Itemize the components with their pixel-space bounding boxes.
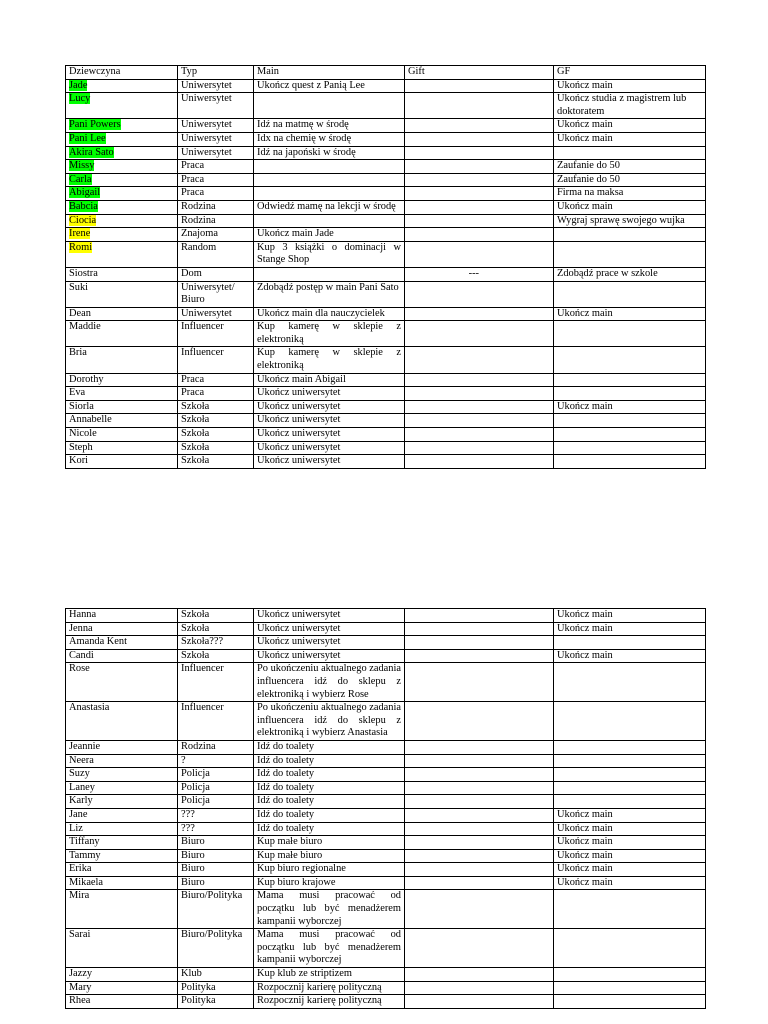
main-cell: Ukończ uniwersytet [254,649,405,663]
name-cell [66,228,178,242]
typ-cell: Szkoła [178,622,254,636]
name-cell [66,241,178,267]
gift-cell [405,347,554,373]
table-row [66,795,706,809]
typ-cell: Dom [178,267,254,281]
name-cell: Annabelle [66,414,178,428]
gf-cell [554,146,706,160]
name-cell: Steph [66,441,178,455]
main-cell: Idź do toalety [254,808,405,822]
header-typ: Typ [178,66,254,80]
gift-cell [405,876,554,890]
table-row [66,768,706,782]
highlighted-name: Pani Lee [69,132,106,144]
table-row [66,387,706,401]
typ-cell: Uniwersytet [178,79,254,93]
main-cell: Idź na japoński w środę [254,146,405,160]
gift-cell [405,387,554,401]
name-cell: Liz [66,822,178,836]
document-table-section-2 [65,608,705,1009]
table-row [66,740,706,754]
gf-cell [554,995,706,1009]
gf-cell [554,981,706,995]
gf-cell: Ukończ main [554,863,706,877]
gift-cell [405,321,554,347]
name-cell: Laney [66,781,178,795]
gf-cell: Ukończ main [554,649,706,663]
name-cell: Kori [66,455,178,469]
gift-cell [405,119,554,133]
name-cell: Candi [66,649,178,663]
typ-cell: Uniwersytet [178,307,254,321]
table-row [66,214,706,228]
gift-cell [405,849,554,863]
main-cell: Ukończ uniwersytet [254,414,405,428]
gift-cell [405,441,554,455]
gift-cell [405,808,554,822]
table-row [66,863,706,877]
gf-cell: Ukończ main [554,876,706,890]
name-cell: Tiffany [66,836,178,850]
name-cell [66,214,178,228]
name-cell: Dorothy [66,373,178,387]
main-cell [254,173,405,187]
gf-cell [554,968,706,982]
main-cell: Kup biuro krajowe [254,876,405,890]
typ-cell: Policja [178,768,254,782]
gift-cell [405,609,554,623]
typ-cell: Uniwersytet [178,93,254,119]
gift-cell [405,228,554,242]
gf-cell: Ukończ main [554,609,706,623]
table-row [66,754,706,768]
table-row [66,822,706,836]
table-row [66,836,706,850]
table-row [66,307,706,321]
typ-cell: Influencer [178,321,254,347]
gift-cell [405,428,554,442]
main-cell: Idź do toalety [254,781,405,795]
typ-cell: ??? [178,822,254,836]
name-cell: Dean [66,307,178,321]
gift-cell [405,995,554,1009]
gf-cell [554,795,706,809]
gf-cell [554,321,706,347]
name-cell: Eva [66,387,178,401]
gift-cell [405,649,554,663]
highlighted-name: Ciocia [69,214,97,226]
gf-cell: Ukończ main [554,822,706,836]
name-cell: Bria [66,347,178,373]
name-cell [66,173,178,187]
gf-cell: Ukończ main [554,836,706,850]
name-cell [66,160,178,174]
typ-cell: Rodzina [178,740,254,754]
typ-cell: ? [178,754,254,768]
name-cell: Karly [66,795,178,809]
table-row [66,455,706,469]
typ-cell: Influencer [178,702,254,741]
gf-cell: Firma na maksa [554,187,706,201]
name-cell [66,119,178,133]
main-cell: Ukończ uniwersytet [254,387,405,401]
main-cell: Ukończ uniwersytet [254,636,405,650]
main-cell: Idx na chemię w środę [254,132,405,146]
typ-cell: Praca [178,160,254,174]
main-cell: Ukończ uniwersytet [254,428,405,442]
typ-cell: Szkoła [178,441,254,455]
typ-cell: Uniwersytet [178,119,254,133]
table-row [66,146,706,160]
table-row [66,968,706,982]
typ-cell: Biuro/Polityka [178,890,254,929]
table-row [66,79,706,93]
name-cell: Nicole [66,428,178,442]
main-cell: Po ukończeniu aktualnego zadania influencera idź do sklepu z elektroniką i wybierz Rose [254,663,405,702]
typ-cell: Influencer [178,663,254,702]
table-row [66,241,706,267]
table-row [66,267,706,281]
main-cell: Odwiedź mamę na lekcji w środę [254,200,405,214]
typ-cell: Szkoła [178,609,254,623]
table-row [66,200,706,214]
gift-cell [405,146,554,160]
table-row [66,132,706,146]
highlighted-name: Lucy [69,93,91,105]
gf-cell: Zaufanie do 50 [554,160,706,174]
gf-cell [554,929,706,968]
gift-cell [405,373,554,387]
name-cell: Mary [66,981,178,995]
main-cell: Kup kamerę w sklepie z elektroniką [254,321,405,347]
header-dziewczyna: Dziewczyna [66,66,178,80]
gift-cell [405,187,554,201]
table-row [66,636,706,650]
typ-cell: Random [178,241,254,267]
name-cell: Mikaela [66,876,178,890]
gift-cell [405,241,554,267]
main-cell: Idź do toalety [254,822,405,836]
gift-cell [405,981,554,995]
main-cell [254,214,405,228]
name-cell [66,187,178,201]
name-cell: Siostra [66,267,178,281]
table-row [66,187,706,201]
highlighted-name: Missy [69,160,95,172]
gift-cell: --- [405,267,554,281]
typ-cell: Praca [178,373,254,387]
typ-cell: Policja [178,795,254,809]
typ-cell: Uniwersytet [178,146,254,160]
gift-cell [405,890,554,929]
name-cell: Jane [66,808,178,822]
table-header-row [66,66,706,80]
gf-cell: Zaufanie do 50 [554,173,706,187]
gf-cell: Ukończ main [554,622,706,636]
name-cell: Hanna [66,609,178,623]
gift-cell [405,307,554,321]
typ-cell: ??? [178,808,254,822]
header-gift: Gift [405,66,554,80]
name-cell: Erika [66,863,178,877]
typ-cell: Polityka [178,995,254,1009]
gf-cell: Ukończ main [554,119,706,133]
main-cell: Ukończ uniwersytet [254,455,405,469]
main-cell: Kup kamerę w sklepie z elektroniką [254,347,405,373]
highlighted-name: Akira Sato [69,146,114,158]
main-cell: Zdobądź postęp w main Pani Sato [254,281,405,307]
gift-cell [405,455,554,469]
typ-cell: Influencer [178,347,254,373]
gf-cell [554,441,706,455]
name-cell: Neera [66,754,178,768]
typ-cell: Szkoła [178,400,254,414]
typ-cell: Szkoła [178,455,254,469]
name-cell [66,79,178,93]
typ-cell: Biuro/Polityka [178,929,254,968]
name-cell: Rhea [66,995,178,1009]
table-row [66,441,706,455]
main-cell: Ukończ uniwersytet [254,609,405,623]
name-cell [66,146,178,160]
table-row [66,160,706,174]
gf-cell: Ukończ main [554,808,706,822]
gf-cell [554,387,706,401]
gift-cell [405,132,554,146]
gf-cell: Ukończ main [554,200,706,214]
name-cell: Jeannie [66,740,178,754]
characters-table-1 [65,65,706,469]
gf-cell: Ukończ main [554,849,706,863]
highlighted-name: Pani Powers [69,119,121,131]
name-cell [66,200,178,214]
typ-cell: Biuro [178,863,254,877]
gf-cell: Zdobądź prace w szkole [554,267,706,281]
name-cell: Sarai [66,929,178,968]
main-cell: Mama musi pracować od początku lub być menadżerem kampanii wyborczej [254,890,405,929]
main-cell: Kup biuro regionalne [254,863,405,877]
gift-cell [405,281,554,307]
main-cell: Po ukończeniu aktualnego zadania influencera idź do sklepu z elektroniką i wybierz Anastasia [254,702,405,741]
gift-cell [405,214,554,228]
table-row [66,400,706,414]
name-cell: Maddie [66,321,178,347]
table-row [66,663,706,702]
table-row [66,93,706,119]
gift-cell [405,929,554,968]
table-row [66,428,706,442]
table-row [66,373,706,387]
gift-cell [405,636,554,650]
typ-cell: Praca [178,387,254,401]
document-table-section-1 [65,65,705,469]
characters-table-2 [65,608,706,1009]
name-cell: Rose [66,663,178,702]
highlighted-name: Jade [69,79,88,91]
main-cell: Idź do toalety [254,795,405,809]
gf-cell: Ukończ main [554,132,706,146]
gift-cell [405,863,554,877]
gift-cell [405,414,554,428]
gift-cell [405,160,554,174]
name-cell: Tammy [66,849,178,863]
gift-cell [405,79,554,93]
typ-cell: Praca [178,187,254,201]
header-main: Main [254,66,405,80]
typ-cell: Biuro [178,836,254,850]
gf-cell [554,781,706,795]
main-cell: Idź do toalety [254,754,405,768]
gf-cell [554,754,706,768]
table-row [66,228,706,242]
table-row [66,414,706,428]
name-cell: Mira [66,890,178,929]
table-row [66,281,706,307]
typ-cell: Biuro [178,876,254,890]
main-cell: Ukończ quest z Panią Lee [254,79,405,93]
gf-cell [554,241,706,267]
typ-cell: Uniwersytet [178,132,254,146]
gf-cell [554,740,706,754]
main-cell: Idź do toalety [254,768,405,782]
gf-cell [554,428,706,442]
gf-cell [554,228,706,242]
main-cell: Kup małe biuro [254,849,405,863]
gift-cell [405,822,554,836]
gift-cell [405,795,554,809]
table-row [66,890,706,929]
typ-cell: Uniwersytet/ Biuro [178,281,254,307]
main-cell: Ukończ main dla nauczycielek [254,307,405,321]
table-row [66,649,706,663]
gf-cell [554,373,706,387]
main-cell: Ukończ uniwersytet [254,441,405,455]
main-cell [254,267,405,281]
main-cell [254,187,405,201]
main-cell: Idź do toalety [254,740,405,754]
gf-cell [554,663,706,702]
table-row [66,981,706,995]
gf-cell [554,414,706,428]
main-cell: Idź na matmę w środę [254,119,405,133]
gift-cell [405,740,554,754]
table-row [66,876,706,890]
main-cell [254,160,405,174]
gf-cell [554,890,706,929]
typ-cell: Biuro [178,849,254,863]
gf-cell: Wygraj sprawę swojego wujka [554,214,706,228]
gf-cell: Ukończ main [554,79,706,93]
gift-cell [405,173,554,187]
table-row [66,929,706,968]
gift-cell [405,781,554,795]
name-cell [66,93,178,119]
header-gf: GF [554,66,706,80]
name-cell: Amanda Kent [66,636,178,650]
table-row [66,609,706,623]
gift-cell [405,663,554,702]
table-row [66,347,706,373]
main-cell: Ukończ uniwersytet [254,400,405,414]
typ-cell: Szkoła [178,428,254,442]
gf-cell [554,636,706,650]
gf-cell: Ukończ main [554,307,706,321]
gift-cell [405,968,554,982]
table-row [66,781,706,795]
main-cell: Kup klub ze striptizem [254,968,405,982]
highlighted-name: Carla [69,173,92,185]
typ-cell: Szkoła [178,414,254,428]
gf-cell [554,768,706,782]
highlighted-name: Babcia [69,200,98,212]
table-row [66,321,706,347]
gf-cell [554,347,706,373]
name-cell: Siorla [66,400,178,414]
typ-cell: Rodzina [178,214,254,228]
name-cell: Suki [66,281,178,307]
gift-cell [405,768,554,782]
gift-cell [405,836,554,850]
typ-cell: Szkoła [178,649,254,663]
table-row [66,702,706,741]
typ-cell: Polityka [178,981,254,995]
table-row [66,995,706,1009]
main-cell: Rozpocznij karierę polityczną [254,981,405,995]
gift-cell [405,622,554,636]
typ-cell: Rodzina [178,200,254,214]
highlighted-name: Irene [69,228,91,240]
name-cell: Jenna [66,622,178,636]
table-row [66,173,706,187]
main-cell: Ukończ main Jade [254,228,405,242]
typ-cell: Praca [178,173,254,187]
main-cell: Ukończ main Abigail [254,373,405,387]
table-row [66,808,706,822]
gift-cell [405,400,554,414]
gift-cell [405,702,554,741]
gf-cell: Ukończ studia z magistrem lub doktoratem [554,93,706,119]
typ-cell: Szkoła??? [178,636,254,650]
main-cell: Rozpocznij karierę polityczną [254,995,405,1009]
typ-cell: Policja [178,781,254,795]
gf-cell: Ukończ main [554,400,706,414]
main-cell [254,93,405,119]
main-cell: Mama musi pracować od początku lub być menadżerem kampanii wyborczej [254,929,405,968]
gift-cell [405,200,554,214]
typ-cell: Znajoma [178,228,254,242]
highlighted-name: Romi [69,241,93,253]
name-cell: Anastasia [66,702,178,741]
name-cell: Suzy [66,768,178,782]
typ-cell: Klub [178,968,254,982]
gf-cell [554,702,706,741]
name-cell: Jazzy [66,968,178,982]
gf-cell [554,281,706,307]
gf-cell [554,455,706,469]
name-cell [66,132,178,146]
main-cell: Ukończ uniwersytet [254,622,405,636]
table-row [66,119,706,133]
highlighted-name: Abigail [69,187,101,199]
main-cell: Kup 3 książki o dominacji w Stange Shop [254,241,405,267]
gift-cell [405,754,554,768]
table-row [66,622,706,636]
main-cell: Kup małe biuro [254,836,405,850]
gift-cell [405,93,554,119]
table-row [66,849,706,863]
